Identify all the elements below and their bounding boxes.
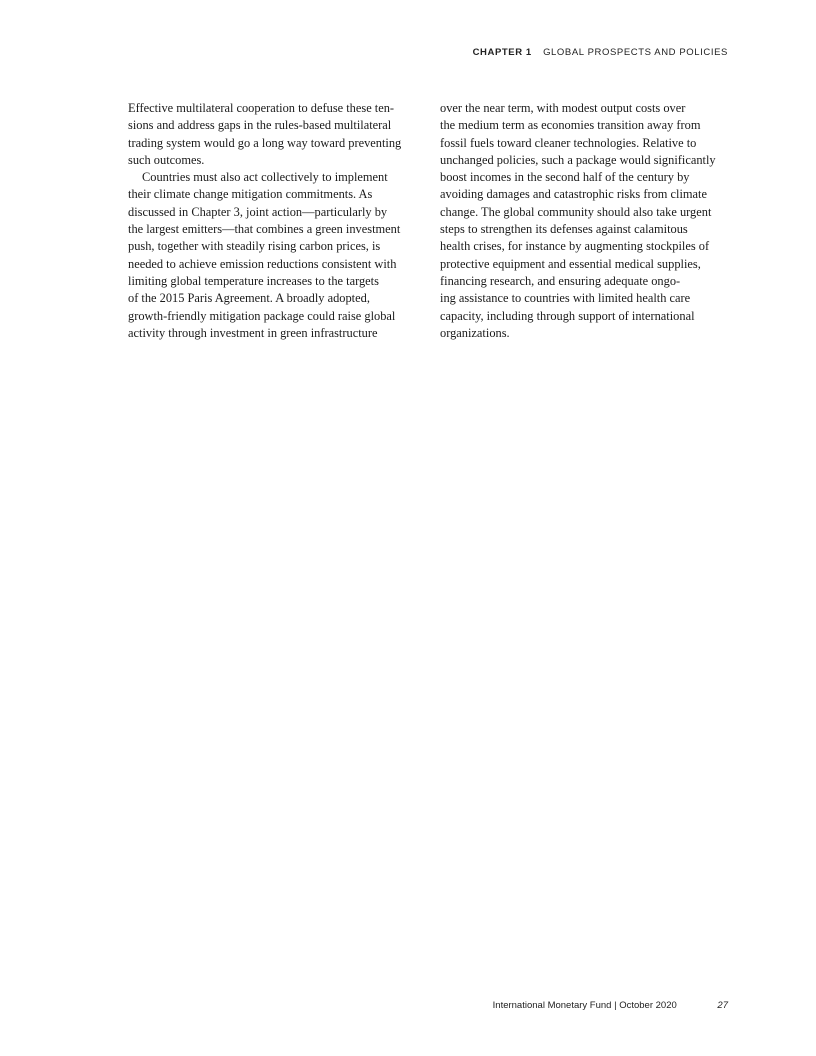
text-line: discussed in Chapter 3, joint action—particularly by (128, 204, 388, 219)
text-line: avoiding damages and catastrophic risks from climate (440, 187, 708, 202)
text-line: such outcomes. (128, 152, 205, 167)
text-line: limiting global temperature increases to the targets (128, 273, 379, 288)
text-line: fossil fuels toward cleaner technologies. Relative to (440, 135, 697, 150)
chapter-title: GLOBAL PROSPECTS AND POLICIES (543, 47, 728, 58)
text-line: over the near term, with modest output costs over (440, 101, 686, 115)
text-line: the largest emitters—that combines a green investment (128, 222, 401, 237)
text-line: change. The global community should also take urgent (440, 204, 712, 219)
text-line: their climate change mitigation commitments. As (128, 187, 373, 202)
running-header (473, 47, 728, 58)
text-line: Effective multilateral cooperation to defuse these ten- (128, 101, 395, 115)
text-line: activity through investment in green infrastructure (128, 325, 378, 340)
text-line: steps to strengthen its defenses against calamitous (440, 222, 688, 237)
text-line: of the 2015 Paris Agreement. A broadly adopted, (128, 291, 370, 306)
text-column-left (128, 100, 418, 342)
text-line: financing research, and ensuring adequate ongo- (440, 273, 681, 288)
page-footer (493, 1000, 728, 1011)
text-line: protective equipment and essential medical supplies, (440, 256, 701, 271)
text-line: the medium term as economies transition away from (440, 118, 701, 133)
text-column-right (440, 100, 732, 342)
text-line: boost incomes in the second half of the century by (440, 170, 690, 185)
text-line: health crises, for instance by augmenting stockpiles of (440, 239, 710, 254)
text-line: needed to achieve emission reductions consistent with (128, 256, 397, 271)
text-line: growth-friendly mitigation package could raise global (128, 308, 396, 323)
text-line: Countries must also act collectively to implement (142, 170, 388, 185)
text-line: organizations. (440, 325, 510, 340)
text-line: capacity, including through support of international (440, 308, 695, 323)
text-line: trading system would go a long way toward preventing (128, 135, 402, 150)
page-number: 27 (717, 1000, 728, 1011)
chapter-label: CHAPTER 1 (472, 47, 532, 58)
publication-info: International Monetary Fund | October 2020 (492, 1000, 677, 1011)
text-line: push, together with steadily rising carbon prices, is (128, 239, 381, 254)
text-line: unchanged policies, such a package would significantly (440, 152, 716, 167)
text-line: ing assistance to countries with limited health care (440, 291, 691, 306)
text-line: sions and address gaps in the rules-based multilateral (128, 118, 392, 133)
